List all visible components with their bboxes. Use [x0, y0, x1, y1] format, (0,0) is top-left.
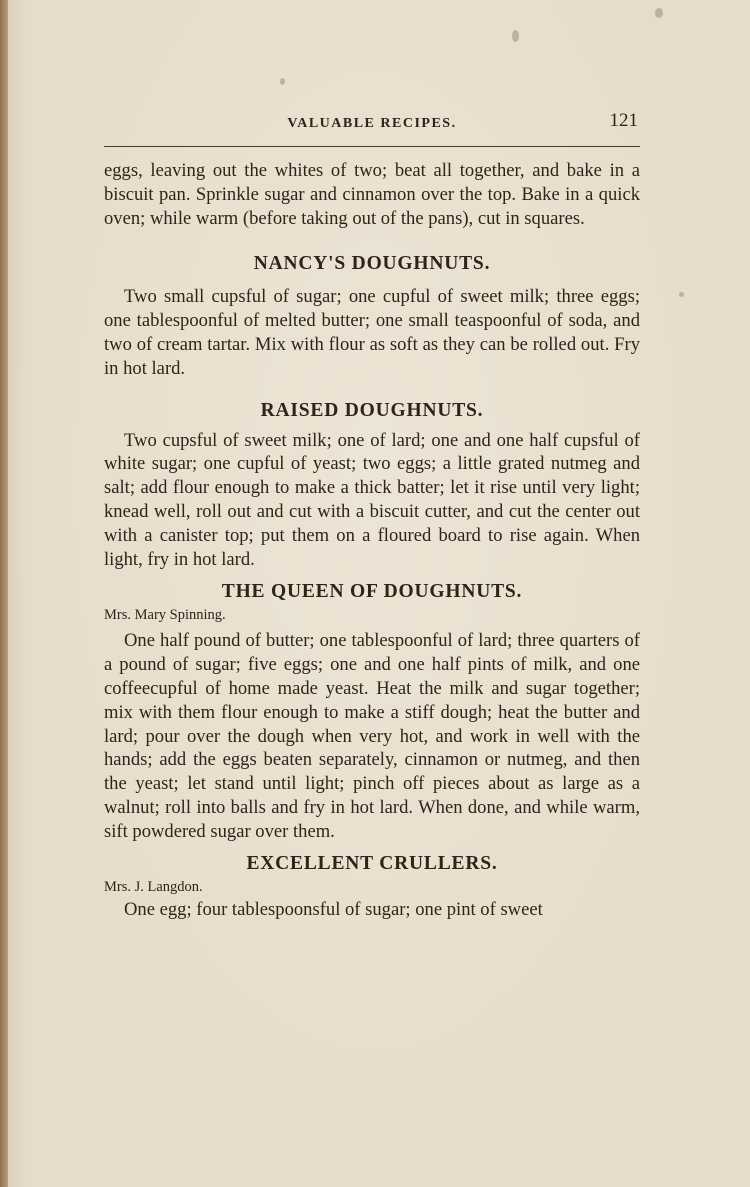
recipe-title: NANCY'S DOUGHNUTS. — [253, 253, 491, 275]
page-number: 121 — [609, 110, 638, 131]
paper-stain — [512, 30, 519, 42]
recipe-text: Two cupsful of sweet milk; one of lard; one and one half cupsful of white sugar; one cupful of yeast; two eggs; a little grated nutmeg and salt; add flour enough to make a thick batter; let it rise until very light; knead well, roll out and cut with a biscuit cutter, and cut the center out with a canister top; put them on a floured board to rise again. When light, fry in hot lard. — [104, 429, 640, 570]
book-spine-shadow — [0, 0, 8, 1187]
recipe-title: RAISED DOUGHNUTS. — [260, 399, 484, 421]
paper-stain — [679, 292, 684, 297]
header-rule — [104, 146, 640, 147]
recipe-text: One egg; four tablespoonsful of sugar; one pint of sweet — [124, 898, 543, 920]
paper-stain — [655, 8, 663, 18]
recipe-credit: Mrs. J. Langdon. — [104, 878, 203, 895]
recipe-text: One half pound of butter; one tablespoonful of lard; three quarters of a pound of sugar; five eggs; one and one half pints of milk, and one coffeecupful of home made yeast. Heat the milk and sugar together; mix with them flour enough to make a stiff dough; heat the butter and lard; pour over the dough when very hot, and work in well with the hands; add the eggs beaten separately, cinnamon or nutmeg, and then the yeast; let stand until light; pinch off pieces about as large as a walnut; roll into balls and fry in hot lard. When done, and while warm, sift powdered sugar over them. — [104, 630, 640, 842]
recipe-title: THE QUEEN OF DOUGHNUTS. — [221, 581, 523, 603]
running-head: VALUABLE RECIPES. — [287, 116, 457, 131]
page-header — [104, 108, 640, 138]
recipe-title: EXCELLENT CRULLERS. — [246, 852, 498, 874]
recipe-text: Two small cupsful of sugar; one cupful of sweet milk; three eggs; one tablespoonful of melted butter; one small teaspoonful of soda, and two of cream tartar. Mix with flour as soft as they can be rolled out. Fry in hot lard. — [104, 286, 640, 379]
continuation-paragraph: eggs, leaving out the whites of two; beat all together, and bake in a biscuit pan. Sprinkle sugar and cinnamon over the top. Bake in a quick oven; while warm (before taking out of the pans), cut in squares. — [104, 160, 640, 229]
paper-stain — [280, 78, 285, 85]
page-body — [104, 159, 640, 921]
recipe-credit: Mrs. Mary Spinning. — [104, 607, 226, 624]
